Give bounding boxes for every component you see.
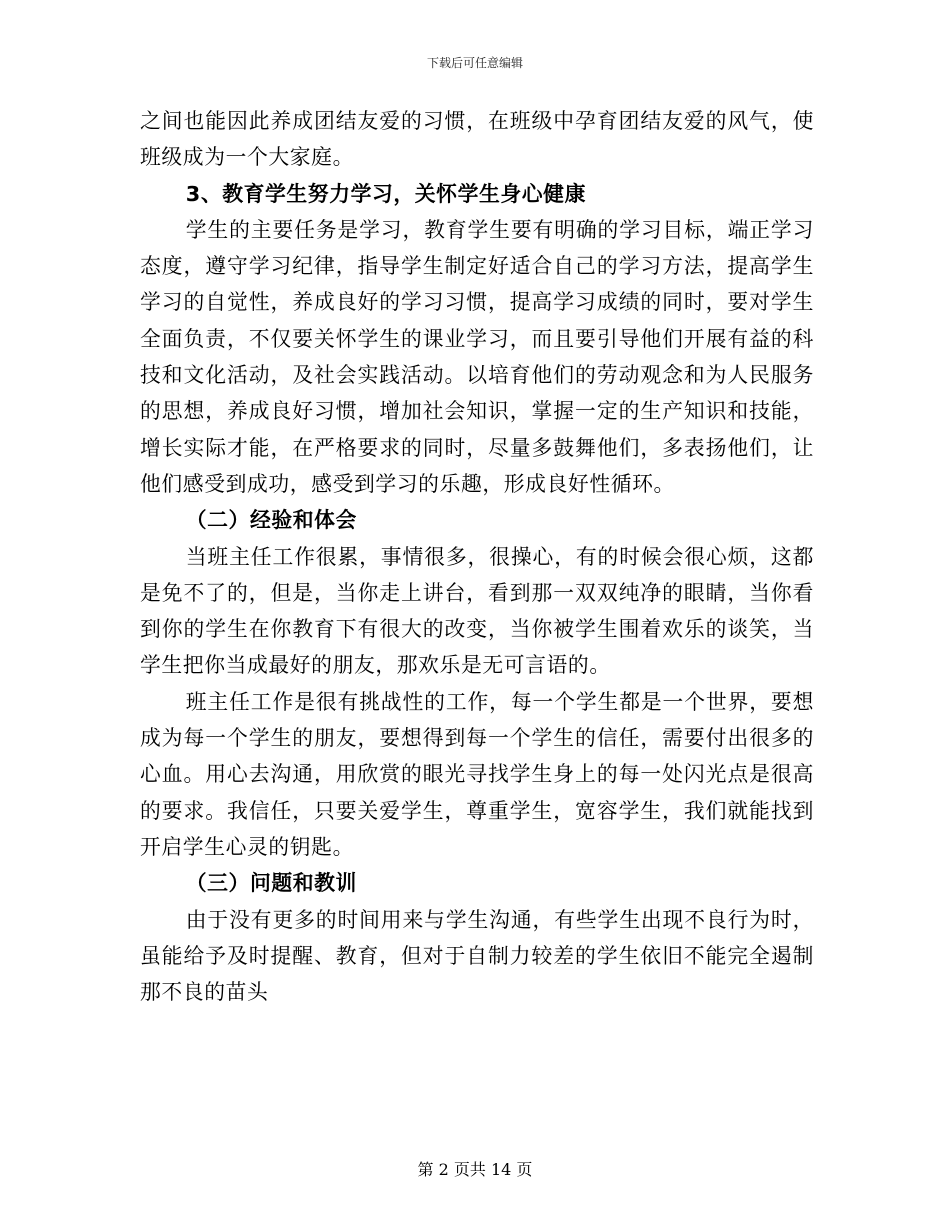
section-heading: 3、教育学生努力学习，关怀学生身心健康 — [185, 181, 586, 206]
page-header: 下载后可任意编辑 — [426, 56, 523, 70]
paragraph: 学生的主要任务是学习，教育学生要有明确的学习目标，端正学习态度，遵守学习纪律，指导学生制定好适合自己的学习方法，提高学生学习的自觉性，养成良好的学习习惯，提高学习成绩的同时，要对学生全面负责，不仅要关怀学生的课业学习，而且要引导他们开展有益的科技和文化活动，及社会实践活动。以培育他们的劳动观念和为人民服务的思想，养成良好习惯，增加社会知识，掌握一定的生产知识和技能，增长实际才能，在严格要求的同时，尽量多鼓舞他们，多表扬他们，让他们感受到成功，感受到学习的乐趣，形成良好性循环。 — [140, 217, 814, 496]
section-heading: （三）问题和教训 — [185, 871, 357, 896]
section-heading: （二）经验和体会 — [185, 508, 357, 533]
paragraph: 班主任工作是很有挑战性的工作，每一个学生都是一个世界，要想成为每一个学生的朋友，要想得到每一个学生的信任，需要付出很多的心血。用心去沟通，用欣赏的眼光寻找学生身上的每一处闪光点是很高的要求。我信任，只要关爱学生，尊重学生，宽容学生，我们就能找到开启学生心灵的钥匙。 — [140, 689, 814, 859]
paragraph: 当班主任工作很累，事情很多，很操心，有的时候会很心烦，这都是免不了的，但是，当你走上讲台，看到那一双双纯净的眼睛，当你看到你的学生在你教育下有很大的改变，当你被学生围着欢乐的谈笑，当学生把你当成最好的朋友，那欢乐是无可言语的。 — [140, 544, 814, 678]
page-footer: 第 2 页共 14 页 — [417, 1160, 533, 1179]
document-body — [140, 103, 814, 1010]
paragraph: 之间也能因此养成团结友爱的习惯，在班级中孕育团结友爱的风气，使班级成为一个大家庭。 — [140, 109, 814, 170]
paragraph: 由于没有更多的时间用来与学生沟通，有些学生出现不良行为时，虽能给予及时提醒、教育，但对于自制力较差的学生依旧不能完全遏制那不良的苗头 — [140, 907, 814, 1005]
